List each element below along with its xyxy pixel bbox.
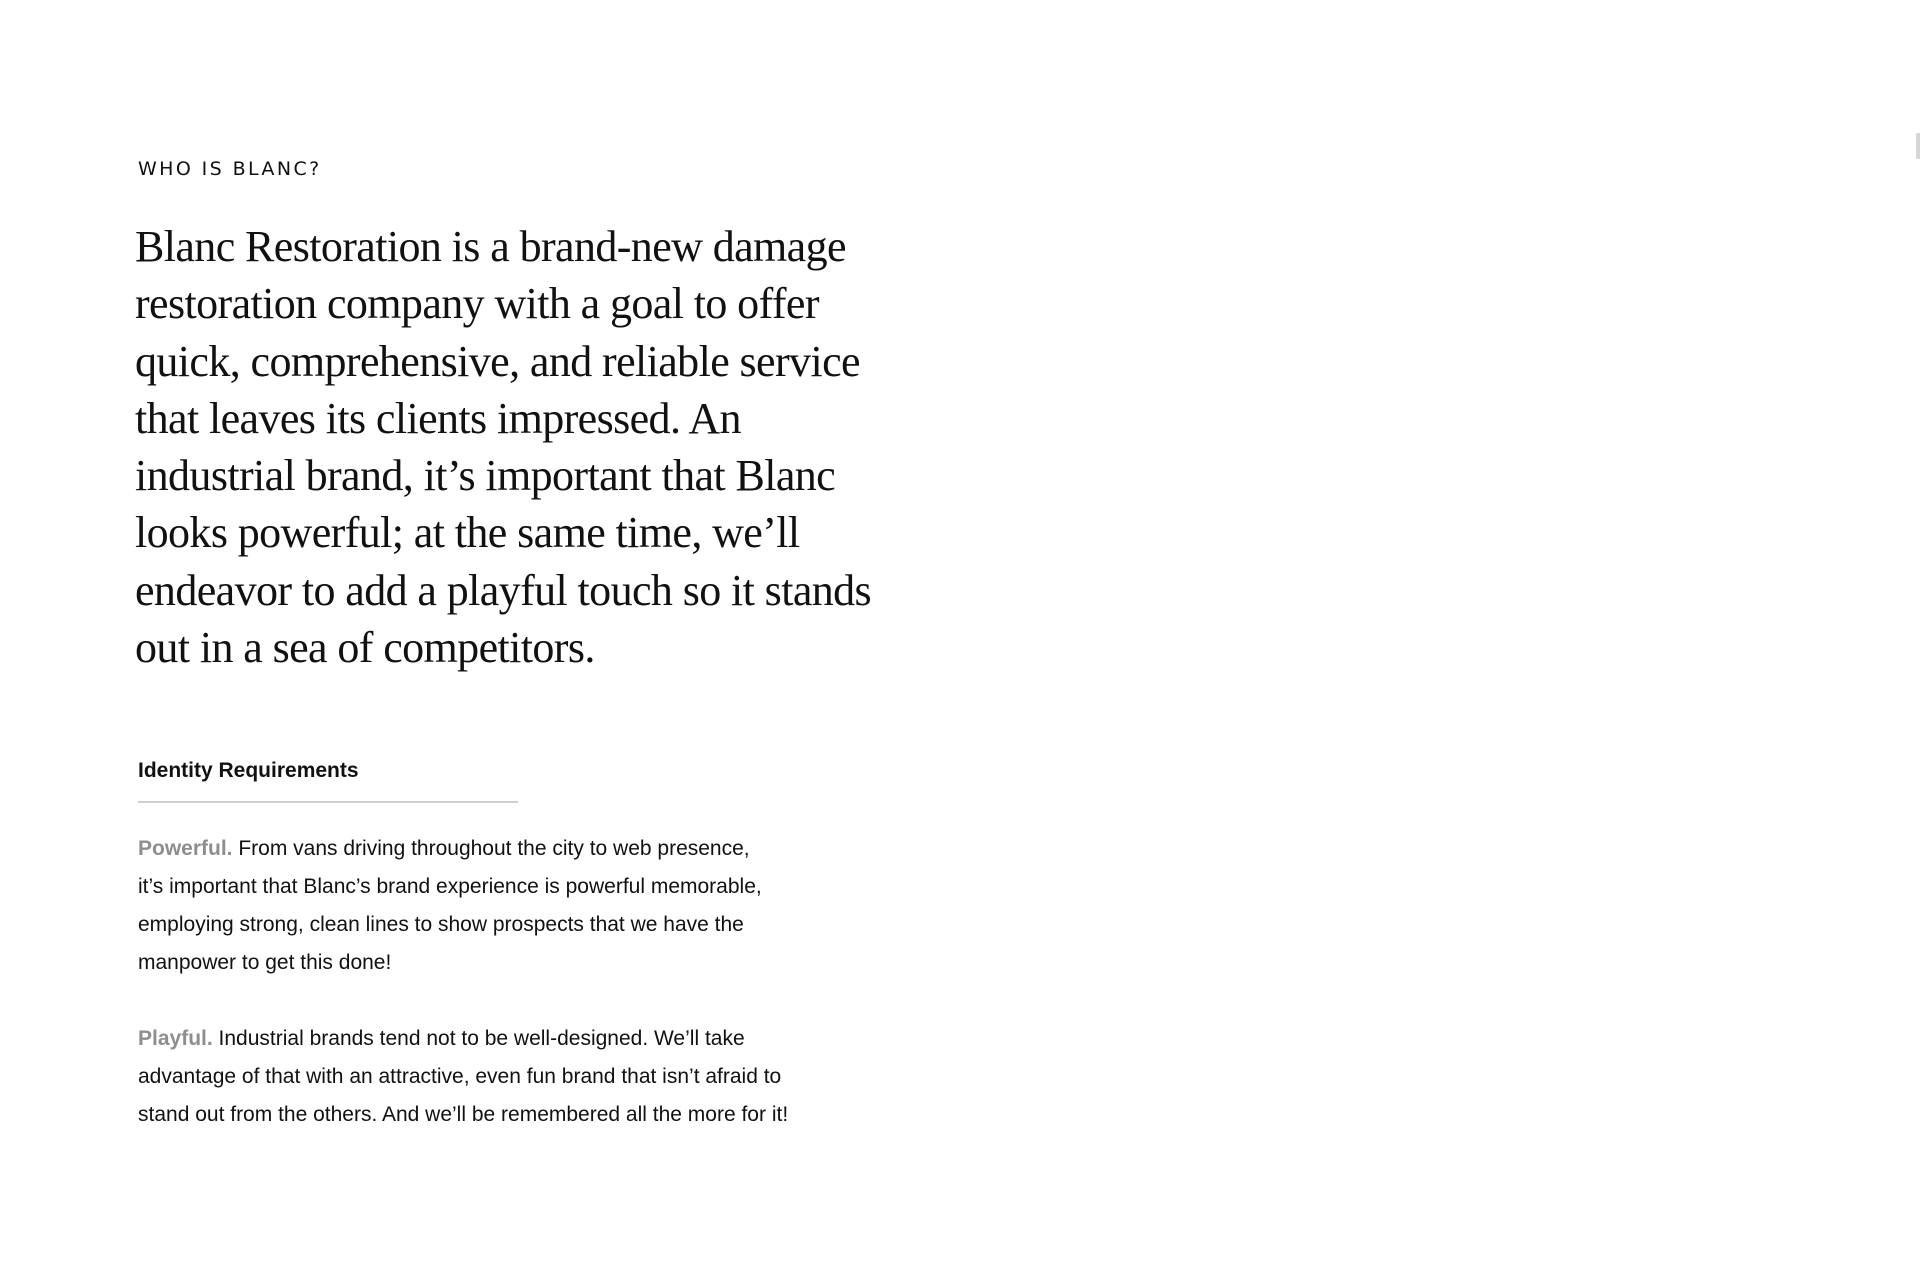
heading-divider [138,801,518,803]
scrollbar-handle[interactable] [1916,133,1920,159]
requirement-term: Playful. [138,1027,213,1050]
requirement-powerful [138,830,798,982]
requirement-text: From vans driving throughout the city to web presence, [238,837,750,860]
requirement-line: stand out from the others. And we’ll be remembered all the more for it! [138,1103,789,1126]
requirement-playful [138,1020,798,1134]
requirement-term: Powerful. [138,837,233,860]
requirement-text: Industrial brands tend not to be well-designed. We’ll take [218,1027,745,1050]
requirement-line: it’s important that Blanc’s brand experience is powerful memorable, [138,875,762,898]
section-eyebrow: WHO IS BLANC? [138,158,322,180]
requirement-line: advantage of that with an attractive, even fun brand that isn’t afraid to [138,1065,782,1088]
requirement-line [138,1020,798,1058]
lead-paragraph: Blanc Restoration is a brand-new damage restoration company with a goal to offer quick, comprehensive, and reliable service that leaves its clients impressed. An industrial brand, it’s important that Blanc looks powerful; at the same time, we’ll endeavor to add a playful touch so it stands out in a sea of competitors. [135,222,872,673]
identity-requirements-heading: Identity Requirements [138,759,359,782]
requirement-line [138,830,798,868]
requirement-line: employing strong, clean lines to show prospects that we have the [138,913,744,936]
requirement-line: manpower to get this done! [138,951,392,974]
